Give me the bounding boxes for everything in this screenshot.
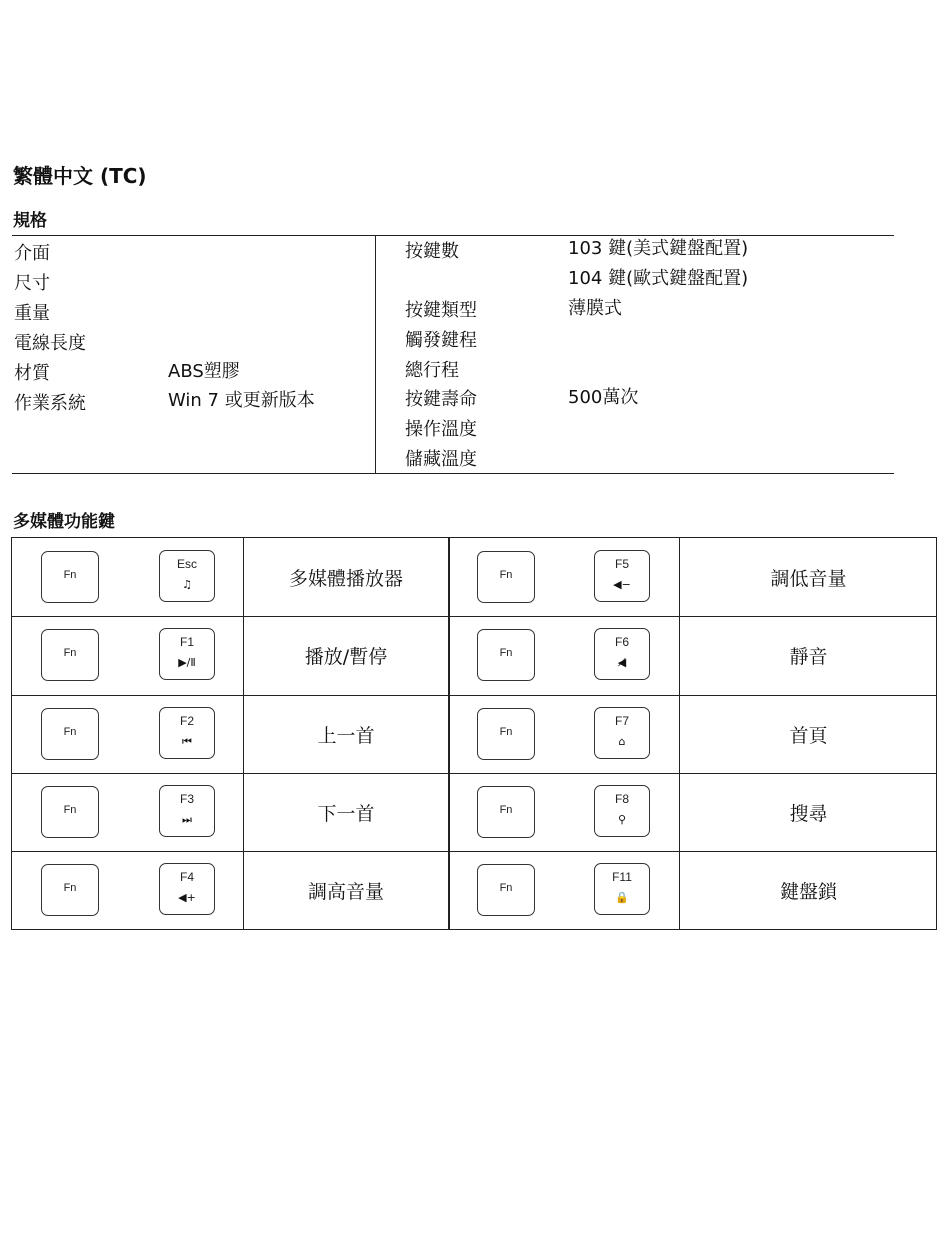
- fn-key: [41, 786, 99, 838]
- spec-label-cable-length: 電線長度: [14, 333, 86, 354]
- key-label: F11: [612, 870, 632, 884]
- function-description: 播放/暫停: [304, 646, 388, 668]
- fn-key-label: Fn: [63, 726, 77, 738]
- fn-key: [477, 708, 535, 760]
- fn-key-label: Fn: [499, 726, 513, 738]
- home-icon: ⌂: [618, 735, 626, 748]
- fn-key-label: Fn: [63, 569, 77, 581]
- spec-divider: [375, 236, 376, 473]
- page-title: 繁體中文 (TC): [13, 164, 147, 188]
- key-label: F5: [614, 557, 629, 571]
- key-label: F4: [179, 870, 194, 884]
- spec-value-key-life: 500萬次: [568, 387, 639, 408]
- spec-label-key-life: 按鍵壽命: [405, 389, 477, 410]
- function-key-table: [11, 537, 937, 930]
- fn-key-label: Fn: [63, 882, 77, 894]
- fn-key-label: Fn: [499, 647, 513, 659]
- key-label: F7: [614, 714, 629, 728]
- volume-down-icon: ◀−: [613, 578, 631, 591]
- spec-label-os: 作業系統: [14, 393, 86, 414]
- spec-label-total-travel: 總行程: [405, 360, 459, 381]
- row-divider: [12, 695, 936, 696]
- key-label: Esc: [176, 557, 197, 571]
- key-f7: [594, 707, 650, 759]
- spec-value-os: Win 7 或更新版本: [168, 390, 315, 411]
- search-icon: ⚲: [617, 813, 627, 826]
- fn-key-label: Fn: [63, 647, 77, 659]
- lock-icon: 🔒: [615, 891, 629, 904]
- function-description: 多媒體播放器: [288, 568, 403, 590]
- key-label: F1: [179, 635, 194, 649]
- function-description: 上一首: [317, 725, 375, 747]
- fn-key-label: Fn: [499, 804, 513, 816]
- row-divider: [12, 851, 936, 852]
- play-pause-icon: ▶/Ⅱ: [178, 656, 196, 669]
- spec-label-key-type: 按鍵類型: [405, 300, 477, 321]
- col-divider-center: [448, 538, 450, 929]
- mute-icon: ◀̸: [617, 656, 627, 669]
- fn-key: [477, 864, 535, 916]
- spec-table: [12, 235, 894, 474]
- spec-label-material: 材質: [14, 363, 50, 384]
- multimedia-heading: 多媒體功能鍵: [13, 512, 115, 532]
- previous-track-icon: ⏮: [182, 735, 192, 748]
- fn-key-label: Fn: [63, 804, 77, 816]
- row-divider: [12, 616, 936, 617]
- key-f2: [159, 707, 215, 759]
- music-note-icon: ♫: [182, 578, 192, 591]
- function-description: 調低音量: [770, 568, 847, 590]
- fn-key: [41, 708, 99, 760]
- key-f6: [594, 628, 650, 680]
- fn-key: [41, 629, 99, 681]
- spec-label-actuation: 觸發鍵程: [405, 330, 477, 351]
- fn-key-label: Fn: [499, 569, 513, 581]
- function-description: 搜尋: [789, 803, 828, 825]
- function-description: 靜音: [789, 646, 828, 668]
- key-f5: [594, 550, 650, 602]
- function-description: 下一首: [317, 803, 375, 825]
- next-track-icon: ⏭: [182, 813, 192, 826]
- spec-heading: 規格: [13, 211, 47, 231]
- key-f8: [594, 785, 650, 837]
- volume-up-icon: ◀+: [178, 891, 196, 904]
- spec-label-size: 尺寸: [14, 273, 50, 294]
- function-description: 調高音量: [307, 881, 384, 903]
- fn-key: [41, 551, 99, 603]
- spec-label-operating-temp: 操作溫度: [405, 419, 477, 440]
- key-f4: [159, 863, 215, 915]
- fn-key: [477, 629, 535, 681]
- key-label: F2: [179, 714, 194, 728]
- key-esc: [159, 550, 215, 602]
- spec-value-key-type: 薄膜式: [568, 298, 622, 319]
- key-f3: [159, 785, 215, 837]
- spec-value-material: ABS塑膠: [168, 361, 240, 382]
- fn-key: [477, 551, 535, 603]
- fn-key: [477, 786, 535, 838]
- key-label: F8: [614, 792, 629, 806]
- key-label: F6: [614, 635, 629, 649]
- spec-label-key-count: 按鍵數: [405, 241, 459, 262]
- function-description: 鍵盤鎖: [779, 881, 837, 903]
- row-divider: [12, 773, 936, 774]
- spec-label-weight: 重量: [14, 303, 50, 324]
- key-label: F3: [179, 792, 194, 806]
- key-f1: [159, 628, 215, 680]
- fn-key: [41, 864, 99, 916]
- spec-value-key-count-us: 103 鍵(美式鍵盤配置): [568, 238, 749, 259]
- function-description: 首頁: [789, 725, 828, 747]
- spec-label-interface: 介面: [14, 243, 50, 264]
- fn-key-label: Fn: [499, 882, 513, 894]
- spec-label-storage-temp: 儲藏溫度: [405, 449, 477, 470]
- spec-value-key-count-eu: 104 鍵(歐式鍵盤配置): [568, 268, 749, 289]
- key-f11: [594, 863, 650, 915]
